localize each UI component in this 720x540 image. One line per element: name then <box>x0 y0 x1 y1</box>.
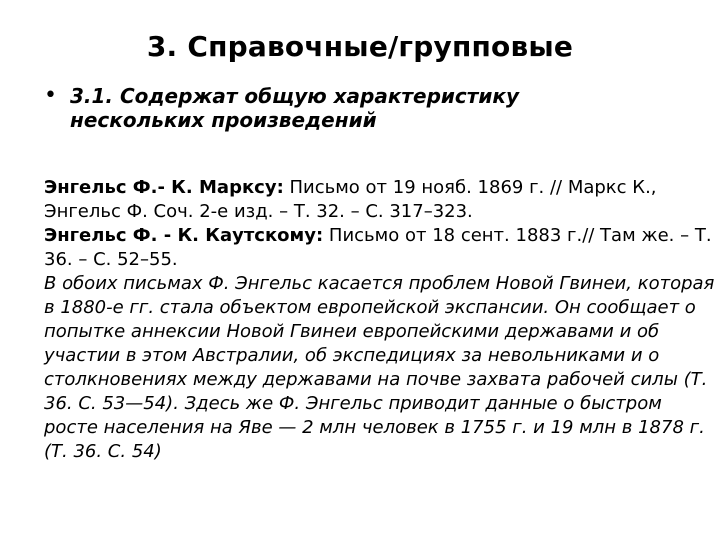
reference-entry <box>44 176 716 224</box>
reference-text: Письмо от 18 сент. 1883 г.// Там же. – Т. 36. – С. 52–55. <box>44 225 712 270</box>
bullet-text: 3.1. Содержат общую характеристику нескольких произведений <box>70 84 519 132</box>
reference-author: Энгельс Ф.- К. Марксу: <box>44 177 284 198</box>
slide-title: 3. Справочные/групповые <box>146 30 574 63</box>
bullet-mark: • <box>44 83 57 108</box>
bullet-item <box>44 84 704 132</box>
annotation-text: В обоих письмах Ф. Энгельс касается проблем Новой Гвинеи, которая в 1880-е гг. стала объектом европейской экспансии. Он сообщает о попытке аннексии Новой Гвинеи европейскими державами и об участии в этом Австралии, об экспедициях за невольниками и о столкновениях между державами на почве захвата рабочей силы (Т. 36. С. 53—54). Здесь же Ф. Энгельс приводит данные о быстром росте населения на Яве — 2 млн человек в 1755 г. и 19 млн в 1878 г. (Т. 36. С. 54) <box>44 273 715 462</box>
reference-block <box>44 176 716 464</box>
reference-text: Письмо от 19 нояб. 1869 г. // Маркс К., Энгельс Ф. Соч. 2-е изд. – Т. 32. – С. 317–323. <box>44 177 657 222</box>
reference-author: Энгельс Ф. - К. Каутскому: <box>44 225 324 246</box>
reference-entry <box>44 224 716 272</box>
